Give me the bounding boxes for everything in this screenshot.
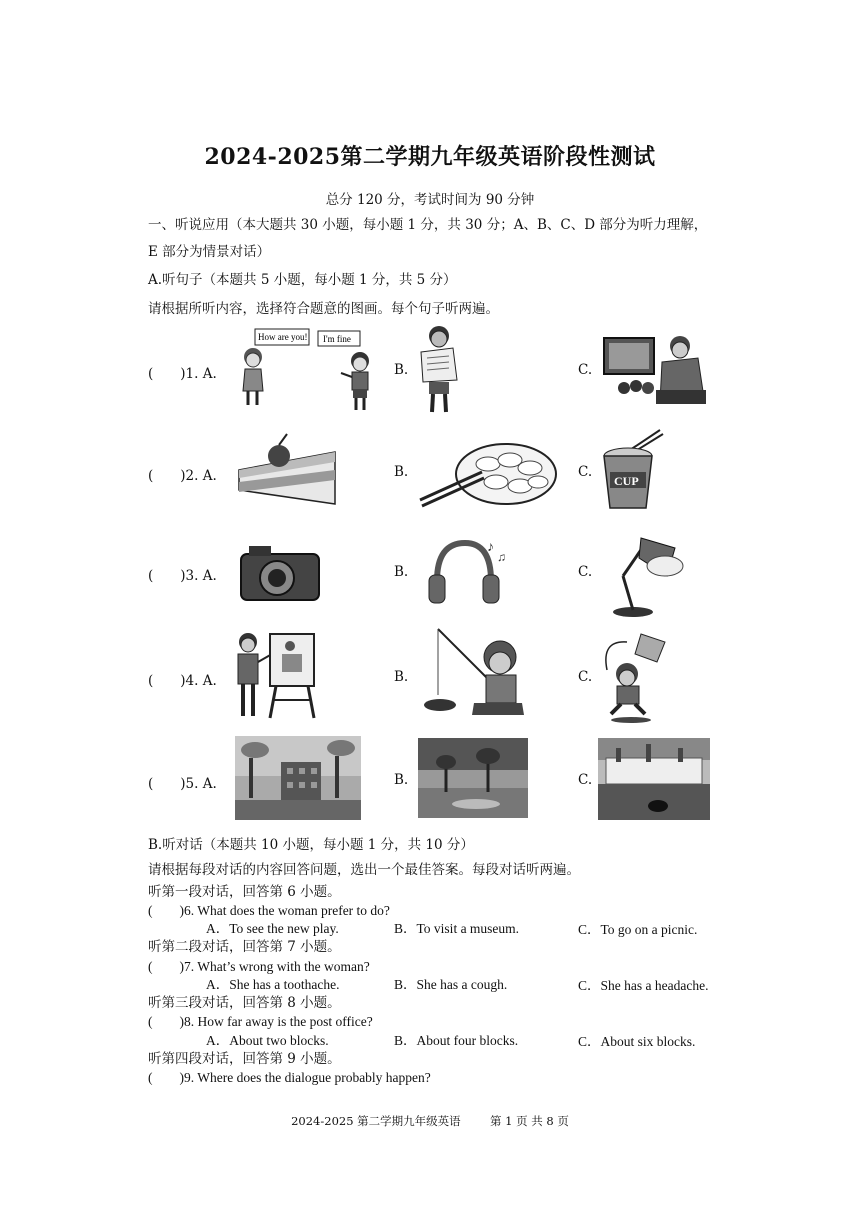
dialogue-2-intro: 听第二段对话，回答第 7 小题。 [148,939,341,955]
factory-pollution-image [598,738,710,820]
part-a-heading: A.听句子（本题共 5 小题，每小题 1 分，共 5 分） [148,272,457,288]
desk-lamp-image [605,530,690,620]
boy-reading-newspaper-image [415,322,465,417]
speech-bubble-1: How are you! [258,332,308,342]
question-3-option-b: B. [394,564,409,580]
man-watching-tv-image [600,328,710,410]
boy-painting-image [232,628,322,723]
polluted-city-image [235,736,361,820]
question-7-option-c: C．She has a headache. [578,978,709,993]
dialogue-1-intro: 听第一段对话，回答第 6 小题。 [148,884,341,900]
question-6-option-c: C．To go on a picnic. [578,922,698,937]
page-subtitle: 总分 120 分，考试时间为 90 分钟 [325,192,535,208]
question-7-option-a: A．She has a toothache. [206,977,340,992]
greeting-kids-image [235,325,370,415]
question-3-label: ( )3. A. [148,568,217,584]
question-1-label: ( )1. A. [148,366,217,382]
question-7-option-b: B．She has a cough. [394,977,508,992]
dumplings-plate-image [418,430,558,510]
cup-text: CUP [614,474,639,488]
footer-title: 2024-2025 第二学期九年级英语 [291,1114,461,1128]
speech-bubble-2: I'm fine [323,334,351,344]
question-4-option-c: C. [578,669,593,685]
svg-text:♪: ♪ [487,540,494,555]
part-b-instruction: 请根据每段对话的内容回答问题，选出一个最佳答案。每段对话听两遍。 [148,862,580,878]
svg-text:♫: ♫ [497,550,506,564]
part-b-heading: B.听对话（本题共 10 小题，每小题 1 分，共 10 分） [148,837,474,853]
question-2-option-c: C. [578,464,593,480]
boy-jumping-rope-image [597,630,677,725]
camera-image [235,540,325,605]
cake-slice-image [235,430,340,510]
question-5-label: ( )5. A. [148,776,217,792]
dry-trees-landscape-image [418,738,528,818]
question-3-option-c: C. [578,564,593,580]
question-6-option-a: A．To see the new play. [206,921,339,936]
question-1-option-c: C. [578,362,593,378]
section-intro-line2: E 部分为情景对话） [148,244,271,260]
page-title: 2024-2025第二学期九年级英语阶段性测试 [204,144,656,170]
question-1-option-b: B. [394,362,409,378]
cup-noodles-image [600,428,665,516]
question-8-option-c: C．About six blocks. [578,1034,696,1049]
question-5-option-b: B. [394,772,409,788]
question-5-option-c: C. [578,772,593,788]
dialogue-4-intro: 听第四段对话，回答第 9 小题。 [148,1051,341,1067]
question-2-label: ( )2. A. [148,468,217,484]
question-8-option-b: B．About four blocks. [394,1033,519,1048]
question-9-text: ( )9. Where does the dialogue probably happen? [148,1070,431,1085]
page-footer [0,1113,860,1129]
section-intro-line1: 一、听说应用（本大题共 30 小题，每小题 1 分，共 30 分；A、B、C、D 部分为听力理解， [148,217,708,233]
question-8-text: ( )8. How far away is the post office? [148,1014,373,1029]
dialogue-3-intro: 听第三段对话，回答第 8 小题。 [148,995,341,1011]
question-2-option-b: B. [394,464,409,480]
question-7-text: ( )7. What’s wrong with the woman? [148,959,370,974]
question-8-option-a: A．About two blocks. [206,1033,329,1048]
question-6-text: ( )6. What does the woman prefer to do? [148,903,390,918]
question-6-option-b: B．To visit a museum. [394,921,520,936]
question-4-option-b: B. [394,669,409,685]
footer-page-number: 第 1 页 共 8 页 [489,1114,569,1128]
question-4-label: ( )4. A. [148,673,217,689]
headphones-image [425,535,510,610]
boy-fishing-image [418,625,528,720]
part-a-instruction: 请根据所听内容，选择符合题意的图画。每个句子听两遍。 [148,301,499,317]
